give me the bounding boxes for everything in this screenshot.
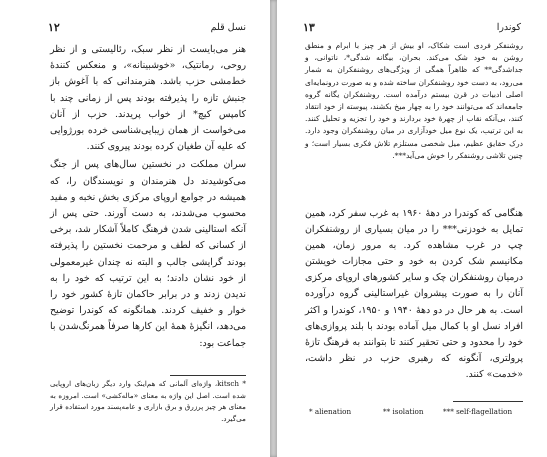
right-running-head	[303, 22, 521, 36]
left-body-text	[50, 42, 246, 352]
right-page	[279, 0, 547, 457]
footnote: ** isolation	[383, 407, 424, 416]
footnotes	[305, 407, 523, 421]
footnote: * kitsch، واژه‌ای آلمانی که هم‌اینک وارد دیگر زبان‌های اروپایی شده است. اصل این واژه به معنای «ماله‌کشی» است. امروزه به معنای هر چیز پرزرق و برق بازاری و عامه‌پسند مورد استفاده قرار می‌گیرد.	[50, 379, 246, 423]
paragraph: هنر می‌بایست از نظر سبک، رئالیستی و از نظر روحی، رمانتیک، «خوشبینانه»، و منعکس کنندهٔ خط‌مشی حزب باشد. هنرمندانی که با آغوش باز جنبش تازه را پذیرفته بودند پس از زمانی چند با کامپس کیچ* از خواب پریدند. حزب از آنان می‌خواست از همان زیبایی‌شناسی خرده بورژوایی که علیه آن طغیان کرده بودند پیروی کنند.	[50, 44, 246, 153]
book-gutter	[270, 0, 277, 457]
footnote: * alienation	[309, 407, 352, 416]
paragraph: سران مملکت در نخستین سال‌های پس از جنگ می‌کوشیدند دل هنرمندان و نویسندگان را، که همیشه در جوامع اروپای مرکزی بخش نخبه و مفید محسوب می‌شدند، به دست آورند. حتی پس از آنکه استالینی شدن فرهنگ کاملاً آشکار شد، برخی از کسانی که لطف و مرحمت نخستین را پذیرفته بودند گرایشی جالب و البته نه چندان غیرمعمولی از خود نشان دادند؛ به این ترتیب که خود را به ندیدن زدند و در برابر حاکمان تازهٔ کشور خود را خوار و خفیف کردند. همانگونه که کوندرا توضیح می‌دهد، انگیزهٔ همهٔ این کارها صرفاً همرنگ‌شدن با جماعت بود:	[50, 159, 246, 349]
running-title: نسل قلم	[210, 22, 246, 33]
footnote-divider	[170, 375, 246, 376]
footnote-divider	[453, 401, 523, 402]
page-number: ۱۲	[48, 21, 60, 34]
paragraph: هنگامی که کوندرا در دههٔ ۱۹۶۰ به غرب سفر کرد، همین تمایل به خودزنی*** را در میان بسیاری از روشنفکران چپ در غرب مشاهده کرد. به مرور زمان، همین مکانیسم شک کردن به خود و حتی مجازات خویشتن درمیان روشنفکران چک و سایر کشورهای اروپای مرکزی آنان را به صورت پیشروان غیراستالینی گروه درآورده است. به هر حال در دو دههٔ ۱۹۴۰ و ۱۹۵۰، کوندرا و اکثر افراد نسل او با کمال میل آماده بودند با بلند پروازی‌های خود را محدود و حتی تحقیر کنند تا بتوانند به فرهنگ تازهٔ پرولتری، آنگونه که رهبری حزب در نظر داشت، «خدمت» کنند.	[305, 208, 523, 380]
quoted-passage	[305, 40, 523, 162]
left-page	[0, 0, 268, 457]
right-body-text	[305, 206, 523, 383]
paragraph: روشنفکر فردی است شکاک، او بیش از هر چیز با ابرام و منطق روشن به خود شک می‌کند. بحران، بیگانه شدگی*، ناتوانی، و جداشدگی** که ظاهراً همگی از ویژگی‌های روشنفکران به شمار می‌رود، به دست خود روشنفکران ساخته شده و به صورت درونمایه‌ای اصلی ادبیات در قرن بیستم درآمده است. روشنفکران یگانه گروه جامعه‌اند که می‌توانند خود را به چهار میخ بکشند، پیوسته از خود انتقاد کنند، بی‌آنکه نقاب از چهرهٔ خود بردارند و خود را تجزیه و تحلیل کنند. به این ترتیب، یک نوع میل خودآزاری در میان روشنفکران وجود دارد. درک حقایق عظیم، میل شخصی مستلزم تلاش فکری بسیار است؛ و چنین تلاشی روشنفکر را خوش می‌آید***.	[305, 41, 523, 160]
page-number: ۱۳	[303, 21, 315, 34]
left-running-head	[48, 22, 246, 36]
footnote: *** self-flagellation	[443, 407, 513, 416]
running-title: کوندرا	[496, 22, 521, 33]
